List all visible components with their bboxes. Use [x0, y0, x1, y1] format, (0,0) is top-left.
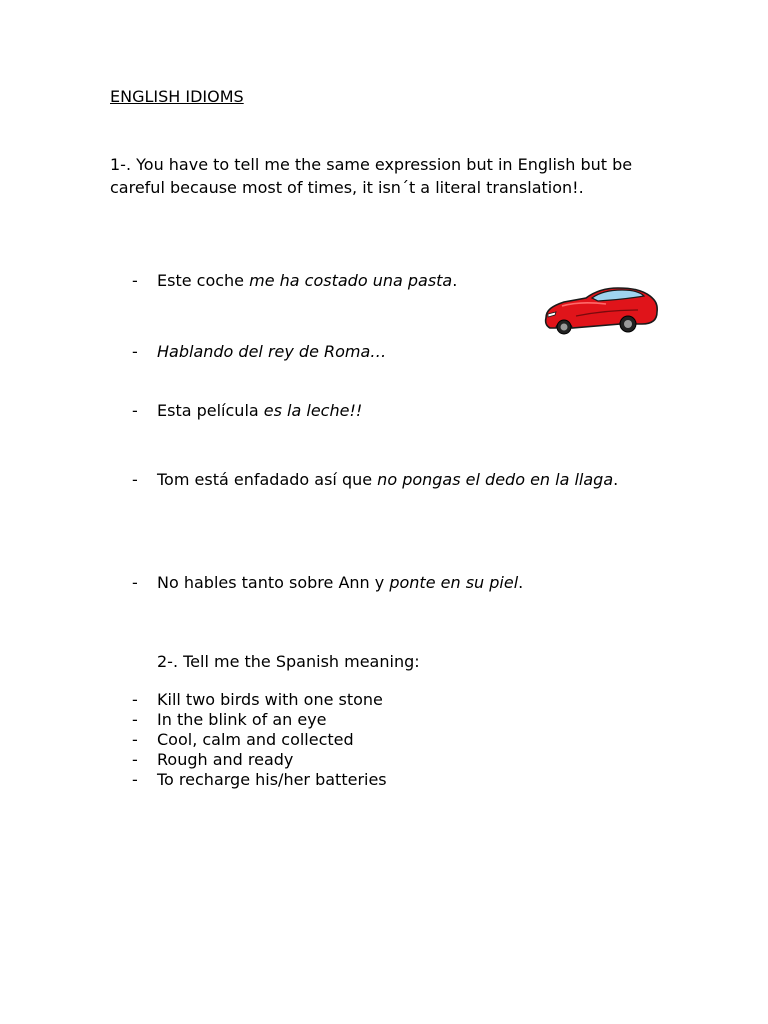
red-sports-car-image: [542, 282, 660, 338]
bullet-dash: -: [132, 342, 138, 361]
item-text: [157, 269, 457, 292]
item-idiom-text: no pongas el dedo en la llaga: [377, 470, 614, 489]
exercise-2-instruction: 2-. Tell me the Spanish meaning:: [157, 652, 420, 671]
item-plain-text: Esta película: [157, 401, 264, 420]
item-plain-text: No hables tanto sobre Ann y: [157, 573, 390, 592]
bullet-dash: -: [132, 690, 138, 709]
bullet-dash: -: [132, 271, 138, 290]
bullet-dash: -: [132, 730, 138, 749]
bullet-dash: -: [132, 573, 138, 592]
item-text: In the blink of an eye: [157, 710, 327, 729]
item-text: [157, 571, 523, 594]
item-idiom-text: Hablando del rey de Roma…: [157, 342, 387, 361]
item-end-punct: .: [518, 573, 524, 592]
car-rear-wheel: [620, 316, 636, 332]
bullet-dash: -: [132, 470, 138, 489]
bullet-dash: -: [132, 710, 138, 729]
item-text: To recharge his/her batteries: [157, 770, 387, 789]
bullet-dash: -: [132, 770, 138, 789]
exercise-1-instruction: 1-. You have to tell me the same expression but in English but be careful because most of times, it isn´t a literal translation!.: [110, 155, 633, 197]
item-end-punct: .: [452, 271, 458, 290]
item-text: [157, 340, 386, 363]
item-idiom-text: me ha costado una pasta: [249, 271, 453, 290]
item-end-punct: .: [613, 470, 619, 489]
document-title: ENGLISH IDIOMS: [110, 87, 244, 106]
item-text: [157, 468, 637, 491]
item-idiom-text: es la leche!!: [263, 401, 363, 420]
car-front-wheel: [557, 320, 571, 334]
item-text: Kill two birds with one stone: [157, 690, 383, 709]
item-idiom-text: ponte en su piel: [389, 573, 519, 592]
item-text: Rough and ready: [157, 750, 294, 769]
item-plain-text: Tom está enfadado así que: [157, 470, 378, 489]
bullet-dash: -: [132, 750, 138, 769]
item-text: [157, 399, 362, 422]
item-plain-text: Este coche: [157, 271, 250, 290]
item-text: Cool, calm and collected: [157, 730, 354, 749]
bullet-dash: -: [132, 401, 138, 420]
